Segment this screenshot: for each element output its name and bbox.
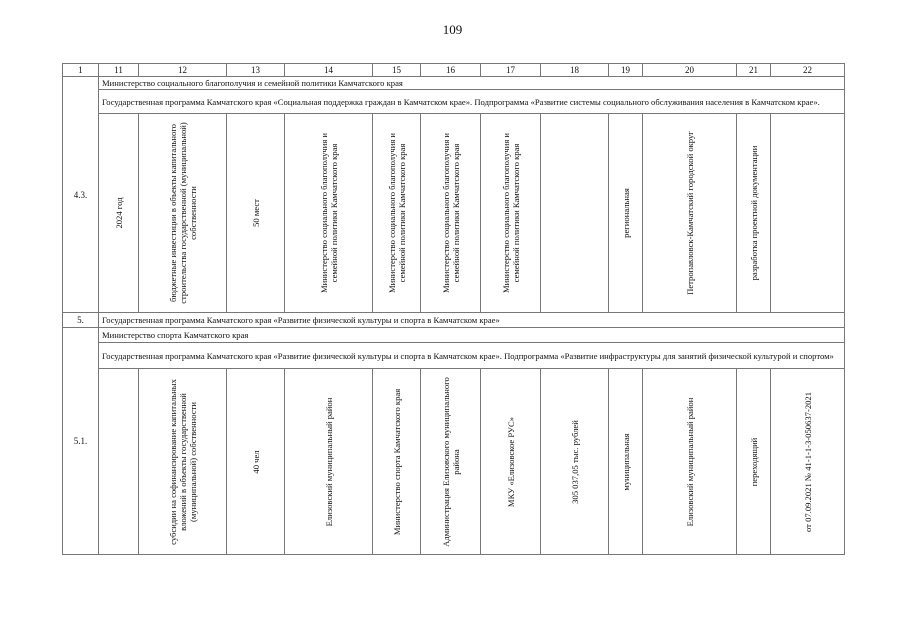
- program-row: Государственная программа Камчатского края «Социальная поддержка граждан в Камчатском крае». Подпрограмма «Развитие системы социального обслуживания населения в Камчатском крае».: [99, 90, 845, 114]
- cell-document: [771, 114, 845, 313]
- cell-text: Министерство социального благополучия и семейной политики Камчатского края: [500, 132, 521, 294]
- cell-amount: [541, 369, 609, 555]
- cell-type: [139, 114, 227, 313]
- column-header: 21: [737, 64, 771, 77]
- cell-amount: [541, 114, 609, 313]
- cell-organization: [373, 369, 421, 555]
- cell-text: бюджетные инвестиции в объекты капитального строительства государственной (муниципальной) собственности: [167, 122, 198, 304]
- column-header: 19: [609, 64, 643, 77]
- column-header: 18: [541, 64, 609, 77]
- column-header: 16: [421, 64, 481, 77]
- column-header: 13: [227, 64, 285, 77]
- cell-text: Администрация Елизовского муниципального района: [440, 376, 461, 547]
- cell-organization: [421, 369, 481, 555]
- column-header: 22: [771, 64, 845, 77]
- cell-territory: [643, 114, 737, 313]
- cell-territory: [643, 369, 737, 555]
- cell-text: Елизовский муниципальный район: [684, 397, 695, 526]
- column-header: 12: [139, 64, 227, 77]
- cell-text: 2024 год: [113, 197, 124, 229]
- page-number: 109: [442, 22, 463, 37]
- investment-table: [62, 63, 845, 555]
- row-number: 4.3.: [63, 77, 99, 313]
- cell-type: [139, 369, 227, 555]
- cell-responsible: [285, 114, 373, 313]
- program-row: Государственная программа Камчатского края «Развитие физической культуры и спорта в Камчатском крае». Подпрограмма «Развитие инфраструктуры для занятий физической культурой и спортом»: [99, 343, 845, 369]
- cell-text: разработка проектной документации: [748, 145, 759, 281]
- cell-organization: [481, 369, 541, 555]
- ministry-row: Министерство социального благополучия и семейной политики Камчатского края: [99, 77, 845, 90]
- cell-responsible: [285, 369, 373, 555]
- cell-status: [737, 369, 771, 555]
- cell-text: Петропавловск-Камчатский городской округ: [684, 131, 695, 295]
- table-row: [63, 114, 845, 313]
- cell-deadline: [99, 369, 139, 555]
- cell-text: муниципальная: [620, 432, 631, 491]
- cell-text: 50 мест: [250, 199, 261, 227]
- cell-text: 305 037,05 тыс. рублей: [569, 419, 580, 504]
- column-header: 15: [373, 64, 421, 77]
- column-header: 14: [285, 64, 373, 77]
- column-header-row: [63, 64, 845, 77]
- column-header: 17: [481, 64, 541, 77]
- cell-capacity: [227, 369, 285, 555]
- program-row: Государственная программа Камчатского края «Развитие физической культуры и спорта в Камчатском крае»: [99, 313, 845, 328]
- cell-text: региональная: [620, 188, 631, 238]
- cell-text: Министерство социального благополучия и семейной политики Камчатского края: [386, 132, 407, 294]
- cell-organization: [421, 114, 481, 313]
- table-row: [63, 343, 845, 369]
- table-row: [63, 369, 845, 555]
- cell-text: 40 чел: [250, 449, 261, 474]
- cell-status: [737, 114, 771, 313]
- cell-level: [609, 369, 643, 555]
- cell-deadline: [99, 114, 139, 313]
- cell-text: Елизовский муниципальный район: [323, 397, 334, 526]
- table-row: [63, 313, 845, 328]
- cell-text: Министерство социального благополучия и семейной политики Камчатского края: [440, 132, 461, 294]
- cell-text: переходящий: [748, 437, 759, 486]
- cell-level: [609, 114, 643, 313]
- row-number: 5.1.: [63, 328, 99, 555]
- ministry-row: Министерство спорта Камчатского края: [99, 328, 845, 343]
- cell-text: МКУ «Елизовское РУС»: [505, 416, 516, 507]
- cell-text: от 07.09.2021 № 41-1-1-3-050637-2021: [802, 391, 813, 532]
- cell-document: [771, 369, 845, 555]
- cell-organization: [481, 114, 541, 313]
- cell-text: Министерство спорта Камчатского края: [391, 388, 402, 535]
- cell-capacity: [227, 114, 285, 313]
- cell-text: Министерство социального благополучия и семейной политики Камчатского края: [318, 132, 339, 294]
- column-header: 1: [63, 64, 99, 77]
- cell-text: субсидии на софинансирование капитальных вложений в объекты государственной (муниципальной) собственности: [167, 378, 198, 545]
- row-number: 5.: [63, 313, 99, 328]
- column-header: 20: [643, 64, 737, 77]
- table-row: [63, 77, 845, 90]
- table-row: [63, 328, 845, 343]
- cell-organization: [373, 114, 421, 313]
- column-header: 11: [99, 64, 139, 77]
- table-row: [63, 90, 845, 114]
